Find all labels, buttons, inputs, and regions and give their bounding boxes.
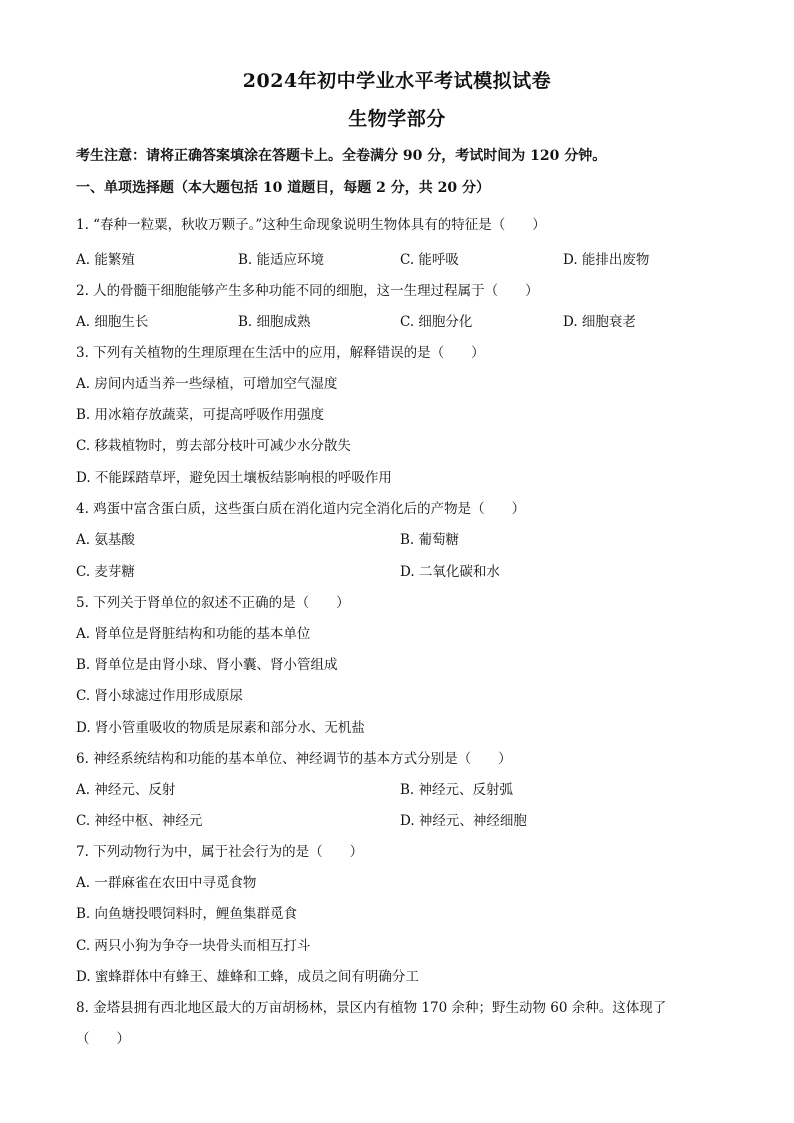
question-stem: 7. 下列动物行为中，属于社会行为的是（ ） <box>76 844 364 860</box>
option: A. 一群麻雀在农田中寻觅食物 <box>76 875 257 891</box>
option: A. 细胞生长 <box>76 314 149 330</box>
option: D. 神经元、神经细胞 <box>400 813 527 829</box>
option: D. 不能踩踏草坪，避免因土壤板结影响根的呼吸作用 <box>76 470 392 486</box>
option: A. 氨基酸 <box>76 532 135 548</box>
section-heading: 一、单项选择题（本大题包括 10 道题目，每题 2 分，共 20 分） <box>76 180 490 196</box>
option: C. 能呼吸 <box>400 252 459 268</box>
option: D. 二氧化碳和水 <box>400 564 500 580</box>
exam-subtitle: 生物学部分 <box>348 108 446 130</box>
question-stem-continuation: （ ） <box>76 1031 130 1047</box>
option: A. 能繁殖 <box>76 252 135 268</box>
option: D. 蜜蜂群体中有蜂王、雄蜂和工蜂，成员之间有明确分工 <box>76 969 419 985</box>
question-stem: 4. 鸡蛋中富含蛋白质，这些蛋白质在消化道内完全消化后的产物是（ ） <box>76 501 526 517</box>
option: A. 房间内适当养一些绿植，可增加空气湿度 <box>76 376 338 392</box>
option: A. 神经元、反射 <box>76 782 176 798</box>
option: B. 神经元、反射弧 <box>400 782 514 798</box>
option: D. 肾小管重吸收的物质是尿素和部分水、无机盐 <box>76 720 365 736</box>
option: C. 肾小球滤过作用形成原尿 <box>76 688 243 704</box>
option: A. 肾单位是肾脏结构和功能的基本单位 <box>76 626 311 642</box>
question-stem: 2. 人的骨髓干细胞能够产生多种功能不同的细胞，这一生理过程属于（ ） <box>76 283 539 299</box>
option: C. 细胞分化 <box>400 314 473 330</box>
exam-title: 2024年初中学业水平考试模拟试卷 <box>242 70 552 92</box>
option: C. 麦芽糖 <box>76 564 135 580</box>
option: C. 神经中枢、神经元 <box>76 813 203 829</box>
question-stem: 3. 下列有关植物的生理原理在生活中的应用，解释错误的是（ ） <box>76 345 485 361</box>
option: B. 肾单位是由肾小球、肾小囊、肾小管组成 <box>76 657 338 673</box>
option: C. 两只小狗为争夺一块骨头而相互打斗 <box>76 938 311 954</box>
option: B. 葡萄糖 <box>400 532 460 548</box>
option: B. 用冰箱存放蔬菜，可提高呼吸作用强度 <box>76 407 325 423</box>
question-stem: 6. 神经系统结构和功能的基本单位、神经调节的基本方式分别是（ ） <box>76 751 512 767</box>
option: B. 向鱼塘投喂饲料时，鲤鱼集群觅食 <box>76 906 298 922</box>
option: C. 移栽植物时，剪去部分枝叶可减少水分散失 <box>76 438 351 454</box>
option: B. 细胞成熟 <box>238 314 311 330</box>
option: D. 能排出废物 <box>563 252 650 268</box>
exam-notice: 考生注意：请将正确答案填涂在答题卡上。全卷满分 90 分，考试时间为 120 分钟。 <box>76 148 607 164</box>
option: D. 细胞衰老 <box>563 314 636 330</box>
question-stem: 5. 下列关于肾单位的叙述不正确的是（ ） <box>76 595 350 611</box>
question-stem: 1. “春种一粒粟，秋收万颗子。”这种生命现象说明生物体具有的特征是（ ） <box>76 217 546 233</box>
question-stem: 8. 金塔县拥有西北地区最大的万亩胡杨林，景区内有植物 170 余种；野生动物 60 余种。这体现了 <box>76 1000 667 1016</box>
option: B. 能适应环境 <box>238 252 325 268</box>
